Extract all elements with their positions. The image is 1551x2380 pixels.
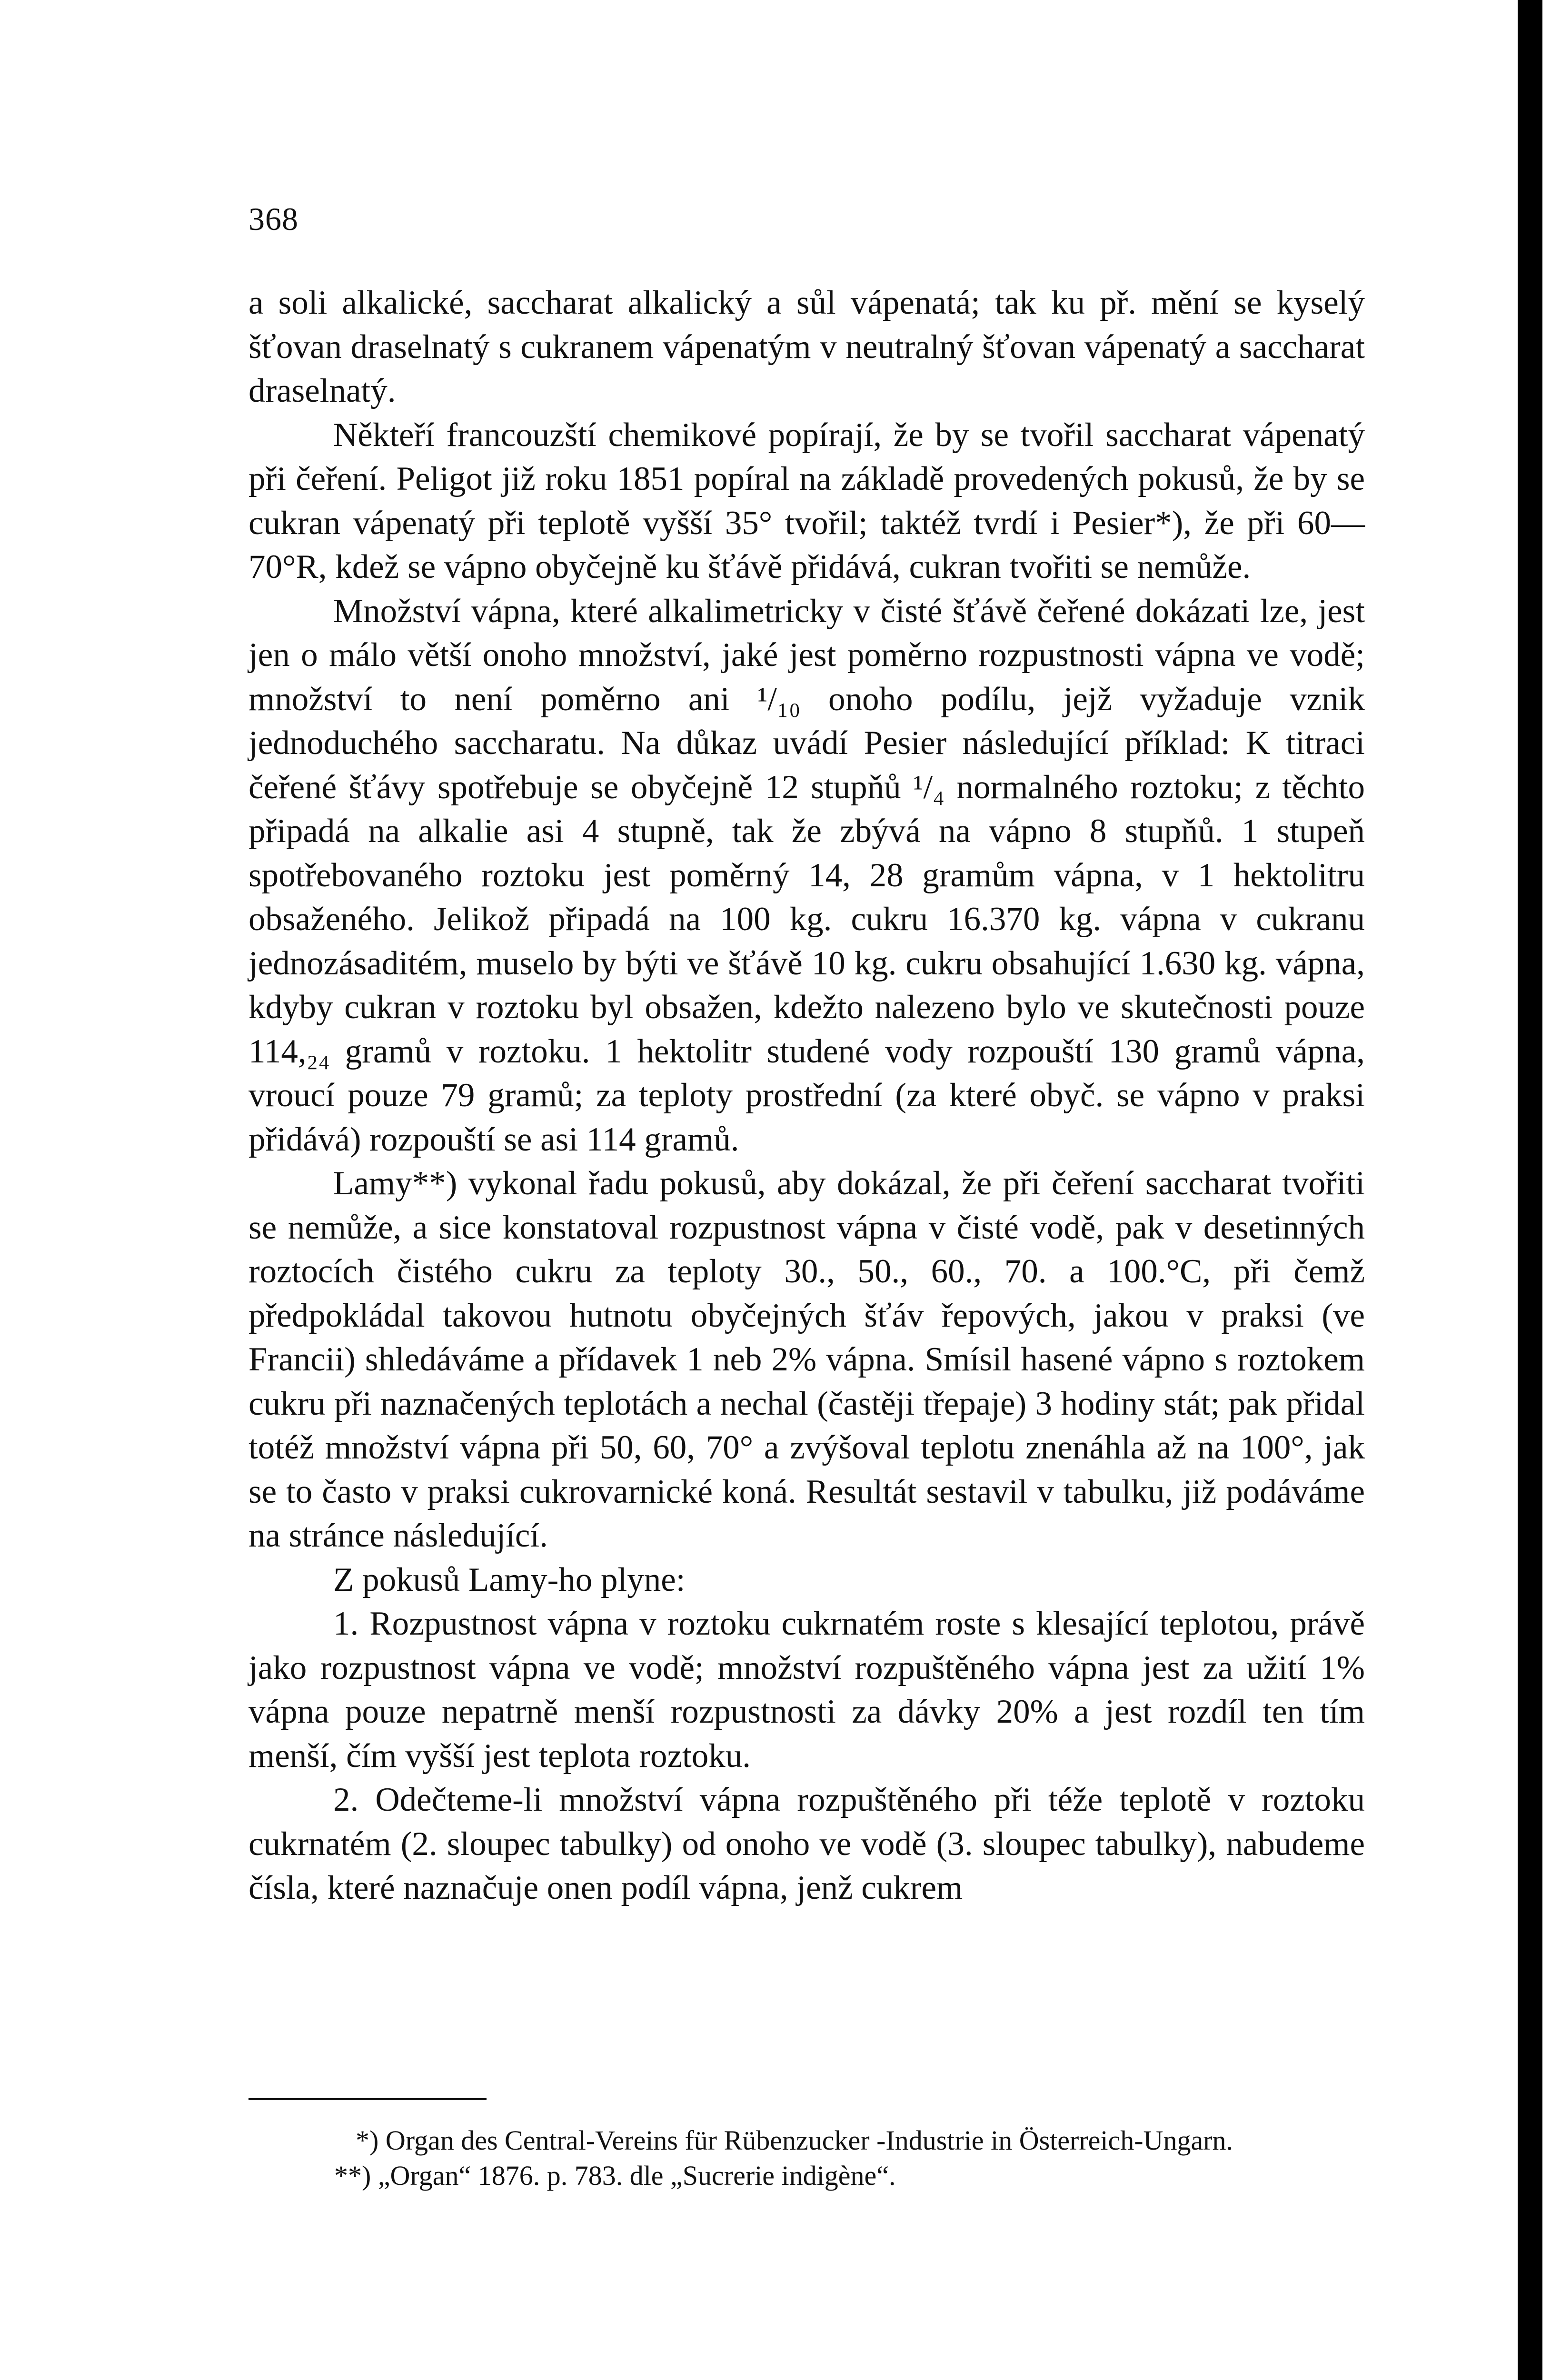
paragraph-3: Množství vápna, které alkalimetricky v čisté šťávě čeřené dokázati lze, jest jen o málo větší onoho množství, jaké jest poměrno rozpustnosti vápna ve vodě; množství to není poměrno ani ¹/₁₀ onoho podílu, jejž vyžaduje vznik jednoduchého saccharatu. Na důkaz uvádí Pesier následující příklad: K titraci čeřené šťávy spotřebuje se obyčejně 12 stupňů ¹/₄ normalného roztoku; z těchto připadá na alkalie asi 4 stupně, tak že zbývá na vápno 8 stupňů. 1 stupeň spotřebovaného roztoku jest poměrný 14, 28 gramům vápna, v 1 hektolitru obsaženého. Jelikož připadá na 100 kg. cukru 16.370 kg. vápna v cukranu jednozásaditém, muselo by býti ve šťávě 10 kg. cukru obsahující 1.630 kg. vápna, kdyby cukran v roztoku byl obsažen, kdežto nalezeno bylo ve skutečnosti pouze 114,₂₄ gramů v roztoku. 1 hektolitr studené vody rozpouští 130 gramů vápna, vroucí pouze 79 gramů; za teploty prostřední (za které obyč. se vápno v praksi přidává) rozpouští se asi 114 gramů. [249,592,1365,1158]
paragraph-4: Lamy**) vykonal řadu pokusů, aby dokázal, že při čeření saccharat tvořiti se nemůže, a sice konstatoval rozpustnost vápna v čisté vodě, pak v desetinných roztocích čistého cukru za teploty 30., 50., 60., 70. a 100.°C, při čemž předpokládal takovou hutnotu obyčejných šťáv řepových, jakou v praksi (ve Francii) shledáváme a přídavek 1 neb 2% vápna. Smísil hasené vápno s roztokem cukru při naznačených teplotách a nechal (častěji třepaje) 3 hodiny stát; pak přidal totéž množství vápna při 50, 60, 70° a zvýšoval teplotu znenáhla až na 100°, jak se to často v praksi cukrovarnické koná. Resultát sestavil v tabulku, již podáváme na stránce následující. [249,1165,1365,1554]
footnote-divider [249,2098,487,2100]
page-number: 368 [249,201,298,237]
footnotes [249,2123,1365,2193]
paragraph-1: a soli alkalické, saccharat alkalický a sůl vápenatá; tak ku př. mění se kyselý šťovan draselnatý s cukranem vápenatým v neutralný šťovan vápenatý a saccharat draselnatý. [249,284,1365,409]
paragraph-2: Někteří francouzští chemikové popírají, že by se tvořil saccharat vápenatý při čeření. Peligot již roku 1851 popíral na základě provedených pokusů, že by se cukran vápenatý při teplotě vyšší 35° tvořil; taktéž tvrdí i Pesier*), že při 60—70°R, kdež se vápno obyčejně ku šťávě přidává, cukran tvořiti se nemůže. [249,416,1365,585]
list-item-1: 1. Rozpustnost vápna v roztoku cukrnatém roste s klesající teplotou, právě jako rozpustnost vápna ve vodě; množství rozpuštěného vápna jest za užití 1% vápna pouze nepatrně menší rozpustnosti za dávky 20% a jest rozdíl ten tím menší, čím vyšší jest teplota roztoku. [249,1605,1365,1775]
footnote-2: **) „Organ“ 1876. p. 783. dle „Sucrerie indigène“. [334,2160,896,2191]
footnote-1: *) Organ des Central-Vereins für Rübenzucker -Industrie in Österreich-Ungarn. [356,2125,1233,2156]
page-edge-bar [1518,0,1542,2380]
list-item-2: 2. Odečteme-li množství vápna rozpuštěného při téže teplotě v roztoku cukrnatém (2. sloupec tabulky) od onoho ve vodě (3. sloupec tabulky), nabudeme čísla, které naznačuje onen podíl vápna, jenž cukrem [249,1781,1365,1906]
body-text [249,281,1365,1910]
paragraph-5: Z pokusů Lamy-ho plyne: [333,1561,686,1598]
